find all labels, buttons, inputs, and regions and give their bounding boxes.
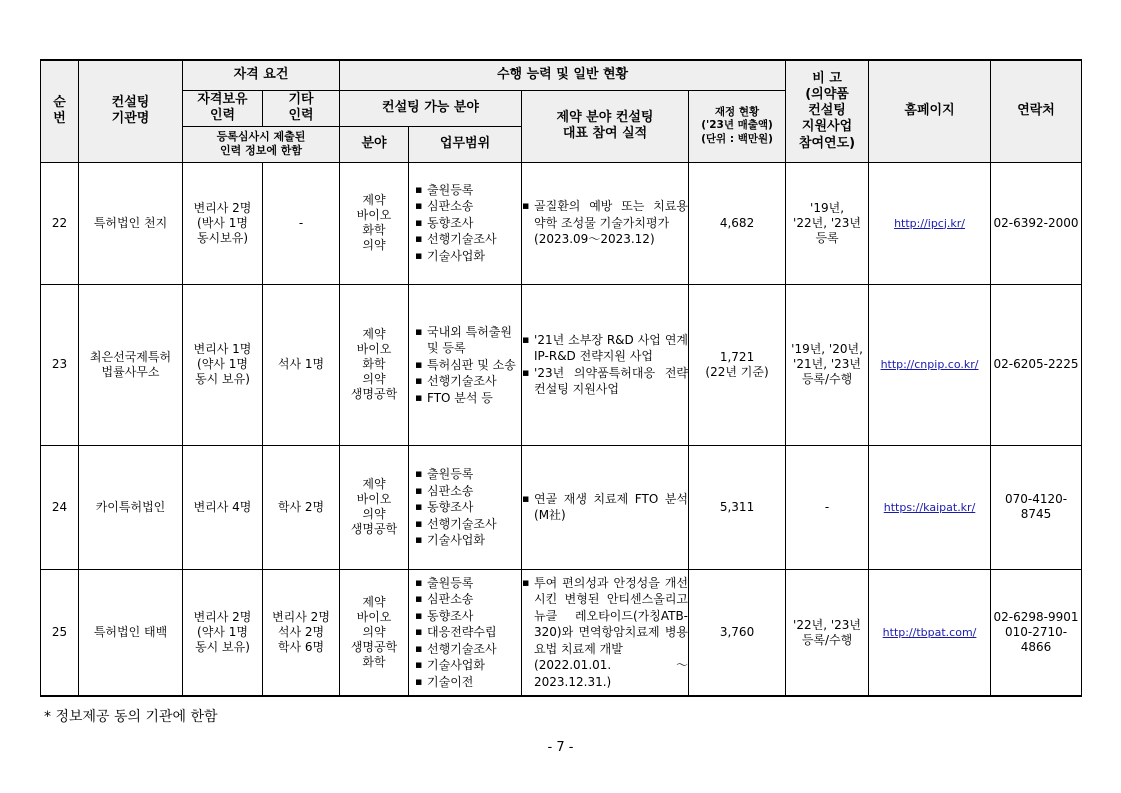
row-number: 25 bbox=[41, 570, 79, 696]
scope-cell bbox=[409, 284, 522, 445]
page-number: - 7 - bbox=[547, 740, 574, 755]
scope-cell bbox=[409, 570, 522, 696]
header-scope: 업무범위 bbox=[409, 126, 522, 162]
scope-item: ▪ 출원등록 bbox=[415, 466, 521, 483]
field: 제약 바이오 화학 의약 bbox=[340, 162, 409, 284]
contact: 02-6298-9901 010-2710-4866 bbox=[991, 570, 1082, 696]
scope-item: ▪ 선행기술조사 bbox=[415, 641, 521, 658]
homepage-cell bbox=[869, 284, 991, 445]
other-staff: 석사 1명 bbox=[263, 284, 340, 445]
org-name: 카이특허법인 bbox=[79, 445, 183, 569]
homepage-cell bbox=[869, 445, 991, 569]
remarks: '19년, '22년, '23년 등록 bbox=[786, 162, 869, 284]
homepage-link[interactable]: http://ipcj.kr/ bbox=[894, 216, 965, 230]
contact: 02-6392-2000 bbox=[991, 162, 1082, 284]
header-performance-status: 수행 능력 및 일반 현황 bbox=[340, 60, 786, 90]
homepage-cell bbox=[869, 162, 991, 284]
performance-item: ▪ '23년 의약품특허대응 전략 컨설팅 지원사업 bbox=[522, 365, 688, 398]
header-finance: 재정 현황 ('23년 매출액) (단위 : 백만원) bbox=[689, 90, 786, 162]
scope-item: ▪ 심판소송 bbox=[415, 198, 521, 215]
finance: 1,721 (22년 기준) bbox=[689, 284, 786, 445]
finance: 5,311 bbox=[689, 445, 786, 569]
performance-cell bbox=[522, 284, 689, 445]
scope-item: ▪ FTO 분석 등 bbox=[415, 390, 521, 407]
scope-item: ▪ 선행기술조사 bbox=[415, 231, 521, 248]
scope-item: ▪ 대응전략수립 bbox=[415, 624, 521, 641]
scope-item: ▪ 기술이전 bbox=[415, 674, 521, 691]
performance-item: ▪ 연골 재생 치료제 FTO 분석(M社) bbox=[522, 491, 688, 524]
header-qualification: 자격 요건 bbox=[183, 60, 340, 90]
contact: 02-6205-2225 bbox=[991, 284, 1082, 445]
finance: 3,760 bbox=[689, 570, 786, 696]
org-name: 특허법인 천지 bbox=[79, 162, 183, 284]
scope-item: ▪ 기술사업화 bbox=[415, 532, 521, 549]
table-row bbox=[41, 162, 1082, 284]
remarks: '19년, '20년, '21년, '23년 등록/수행 bbox=[786, 284, 869, 445]
row-number: 23 bbox=[41, 284, 79, 445]
scope-cell bbox=[409, 445, 522, 569]
table-row bbox=[41, 445, 1082, 569]
org-name: 특허법인 태백 bbox=[79, 570, 183, 696]
field: 제약 바이오 의약 생명공학 bbox=[340, 445, 409, 569]
scope-item: ▪ 동향조사 bbox=[415, 215, 521, 232]
header-other-staff: 기타 인력 bbox=[263, 90, 340, 126]
scope-list bbox=[409, 575, 521, 691]
header-consulting-area: 컨설팅 가능 분야 bbox=[340, 90, 522, 126]
scope-item: ▪ 동향조사 bbox=[415, 499, 521, 516]
scope-item: ▪ 선행기술조사 bbox=[415, 516, 521, 533]
scope-item: ▪ 출원등록 bbox=[415, 182, 521, 199]
header-contact: 연락처 bbox=[991, 60, 1082, 162]
scope-list bbox=[409, 182, 521, 265]
finance: 4,682 bbox=[689, 162, 786, 284]
performance-item: ▪ 골질환의 예방 또는 치료용 약학 조성물 기술가치평가 (2023.09～2023.12) bbox=[522, 198, 688, 248]
certified-staff: 변리사 2명 (약사 1명 동시 보유) bbox=[183, 570, 263, 696]
remarks: - bbox=[786, 445, 869, 569]
homepage-link[interactable]: http://tbpat.com/ bbox=[882, 626, 977, 640]
performance-item: ▪ 투여 편의성과 안정성을 개선시킨 변형된 안티센스올리고뉴클 레오타이드(가칭ATB-320)와 면역항암치료제 병용 요법 치료제 개발 (2022.01.01.～2023.12.31.) bbox=[522, 575, 688, 691]
certified-staff: 변리사 1명 (약사 1명 동시 보유) bbox=[183, 284, 263, 445]
field: 제약 바이오 화학 의약 생명공학 bbox=[340, 284, 409, 445]
homepage-link[interactable]: http://cnpip.co.kr/ bbox=[880, 358, 979, 372]
scope-item: ▪ 국내외 특허출원 및 등록 bbox=[415, 324, 521, 357]
footnote: * 정보제공 동의 기관에 한함 bbox=[44, 709, 218, 725]
performance-cell bbox=[522, 445, 689, 569]
header-remarks: 비 고 (의약품 컨설팅 지원사업 참여연도) bbox=[786, 60, 869, 162]
header-staff-note: 등록심사시 제출된 인력 정보에 한함 bbox=[183, 126, 340, 162]
header-seq: 순 번 bbox=[41, 60, 79, 162]
scope-item: ▪ 출원등록 bbox=[415, 575, 521, 592]
scope-item: ▪ 동향조사 bbox=[415, 608, 521, 625]
performance-cell bbox=[522, 570, 689, 696]
field: 제약 바이오 의약 생명공학 화학 bbox=[340, 570, 409, 696]
homepage-cell bbox=[869, 570, 991, 696]
scope-item: ▪ 기술사업화 bbox=[415, 657, 521, 674]
contact: 070-4120-8745 bbox=[991, 445, 1082, 569]
performance-list bbox=[522, 198, 688, 248]
scope-item: ▪ 선행기술조사 bbox=[415, 373, 521, 390]
consulting-agency-table bbox=[40, 59, 1082, 697]
other-staff: - bbox=[263, 162, 340, 284]
header-certified-staff: 자격보유 인력 bbox=[183, 90, 263, 126]
remarks: '22년, '23년 등록/수행 bbox=[786, 570, 869, 696]
performance-list bbox=[522, 575, 688, 691]
performance-list bbox=[522, 491, 688, 524]
scope-item: ▪ 기술사업화 bbox=[415, 248, 521, 265]
performance-list bbox=[522, 332, 688, 398]
certified-staff: 변리사 2명 (박사 1명 동시보유) bbox=[183, 162, 263, 284]
scope-cell bbox=[409, 162, 522, 284]
header-pharma-performance: 제약 분야 컨설팅 대표 참여 실적 bbox=[522, 90, 689, 162]
scope-item: ▪ 특허심판 및 소송 bbox=[415, 357, 521, 374]
scope-list bbox=[409, 466, 521, 549]
other-staff: 학사 2명 bbox=[263, 445, 340, 569]
performance-item: ▪ '21년 소부장 R&D 사업 연계 IP-R&D 전략지원 사업 bbox=[522, 332, 688, 365]
certified-staff: 변리사 4명 bbox=[183, 445, 263, 569]
scope-item: ▪ 심판소송 bbox=[415, 591, 521, 608]
performance-cell bbox=[522, 162, 689, 284]
scope-item: ▪ 심판소송 bbox=[415, 483, 521, 500]
other-staff: 변리사 2명 석사 2명 학사 6명 bbox=[263, 570, 340, 696]
table-row bbox=[41, 284, 1082, 445]
homepage-link[interactable]: https://kaipat.kr/ bbox=[883, 500, 976, 514]
org-name: 최은선국제특허 법률사무소 bbox=[79, 284, 183, 445]
header-org-name: 컨설팅 기관명 bbox=[79, 60, 183, 162]
header-field: 분야 bbox=[340, 126, 409, 162]
row-number: 24 bbox=[41, 445, 79, 569]
header-homepage: 홈페이지 bbox=[869, 60, 991, 162]
table-row bbox=[41, 570, 1082, 696]
row-number: 22 bbox=[41, 162, 79, 284]
scope-list bbox=[409, 324, 521, 407]
